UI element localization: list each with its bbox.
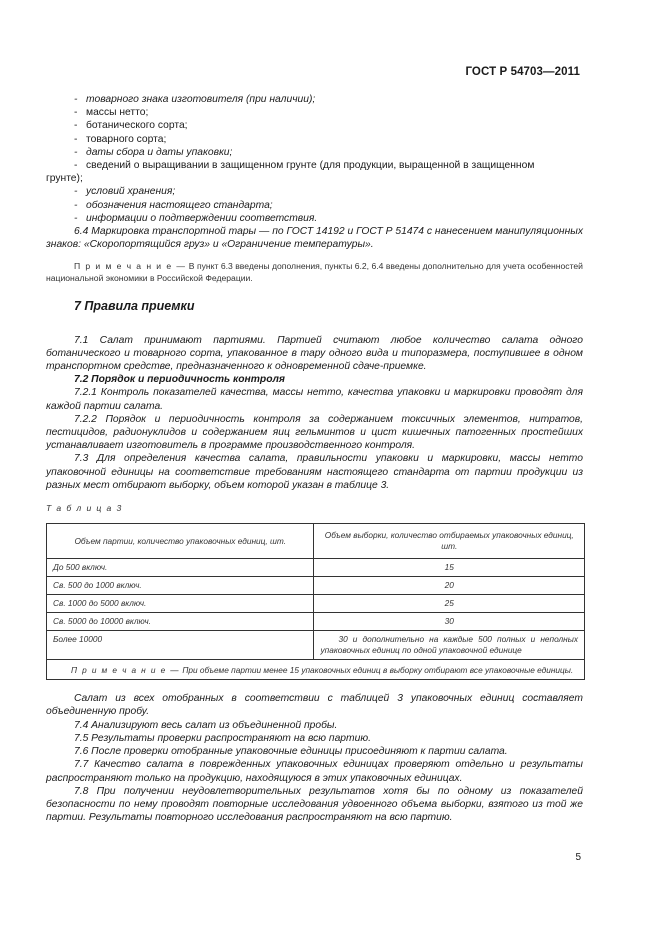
- document-code: ГОСТ Р 54703—2011: [465, 66, 580, 78]
- table-cell: Св. 500 до 1000 включ.: [47, 577, 314, 595]
- paragraph-7-6: 7.6 После проверки отобранные упаковочные единицы присоединяют к партии салата.: [74, 746, 508, 758]
- table-row: [47, 559, 585, 577]
- dash-marker: -: [74, 160, 78, 172]
- paragraph-7-2-2: 7.2.2 Порядок и периодичность контроля за содержанием токсичных элементов, нитратов, пестицидов, радионуклидов и содержанием яиц гельминтов и цист кишечных патогенных простейших устанавливает изготовитель в программе производственного контроля.: [46, 413, 583, 452]
- table-cell: Более 10000: [47, 631, 314, 660]
- table-caption: Т а б л и ц а 3: [46, 503, 123, 514]
- list-item-text: информации о подтверждении соответствия.: [86, 212, 318, 224]
- dash-marker: -: [74, 186, 78, 198]
- list-item: [46, 212, 583, 225]
- page-content: [46, 93, 583, 824]
- dash-marker: -: [74, 146, 78, 158]
- section-title: 7 Правила приемки: [74, 299, 195, 314]
- paragraph-7-4: 7.4 Анализируют весь салат из объединенной пробы.: [74, 719, 338, 731]
- table-header-cell: Объем выборки, количество отбираемых упаковочных единиц, шт.: [314, 524, 585, 559]
- list-item: [46, 199, 583, 212]
- paragraph-7-5: 7.5 Результаты проверки распространяют на всю партию.: [74, 732, 371, 744]
- list-item-text: условий хранения;: [86, 186, 176, 198]
- table-row: [47, 577, 585, 595]
- dash-marker: -: [74, 212, 78, 224]
- table-cell: 25: [314, 595, 585, 613]
- subsection-title: 7.2 Порядок и периодичность контроля: [74, 374, 285, 386]
- table-cell: 20: [314, 577, 585, 595]
- list-item-greenhouse: [46, 159, 583, 172]
- table-row: [47, 595, 585, 613]
- list-item: [46, 106, 583, 119]
- table-cell: 15: [314, 559, 585, 577]
- list-item-text: даты сбора и даты упаковки;: [86, 146, 233, 158]
- list-item-text: товарного знака изготовителя (при наличии);: [86, 94, 316, 105]
- page-number: 5: [575, 852, 581, 863]
- list-item: [46, 93, 583, 106]
- paragraph-7-3: 7.3 Для определения качества салата, правильности упаковки и маркировки, массы нетто упаковочной единицы на соответствие требованиям настоящего стандарта от партии продукции из разных мест отбирают выборку, объем которой указан в таблице 3.: [46, 453, 583, 491]
- table-row: [47, 613, 585, 631]
- list-item-text: обозначения настоящего стандарта;: [86, 199, 273, 211]
- table-note-label: П р и м е ч а н и е —: [71, 665, 180, 676]
- table-header-cell: Объем партии, количество упаковочных единиц, шт.: [47, 524, 314, 559]
- dash-marker: -: [74, 94, 78, 105]
- paragraph-7-1: 7.1 Салат принимают партиями. Партией считают любое количество салата одного ботанического и товарного сорта, упакованное в тару одного вида и типоразмера, поступившее в одном транспортном средстве, предназначенного к одновременной сдаче-приемке.: [46, 334, 583, 373]
- list-item-text: ботанического сорта;: [86, 120, 188, 132]
- table-cell: 30: [314, 613, 585, 631]
- list-item-text: сведений о выращивании в защищенном грунте (для продукции, выращенной в защищенном: [86, 160, 535, 172]
- note-label: П р и м е ч а н и е —: [74, 261, 187, 272]
- list-item: [46, 185, 583, 198]
- paragraph-combined-sample: Салат из всех отобранных в соответствии с таблицей 3 упаковочных единиц составляет объединенную пробу.: [46, 693, 583, 718]
- table-note-row: [47, 660, 585, 680]
- table-cell: До 500 включ.: [47, 559, 314, 577]
- paragraph-7-7: 7.7 Качество салата в поврежденных упаковочных единицах проверяют отдельно и результаты распространяют только на продукцию, находящуюся в этих упаковочных единицах.: [46, 759, 583, 784]
- note-text: В пункт 6.3 введены дополнения, пункты 6.2, 6.4 введены дополнительно для учета особенностей национальной экономики в Российской Федерации.: [46, 261, 583, 284]
- table-header-row: [47, 524, 585, 559]
- note-paragraph: [46, 260, 583, 284]
- table-cell: Св. 1000 до 5000 включ.: [47, 595, 314, 613]
- list-item-greenhouse-continuation: грунте);: [46, 173, 83, 185]
- paragraph-7-8: 7.8 При получении неудовлетворительных результатов хотя бы по одному из показателей безопасности по нему проводят повторные исследования удвоенного объема выборки, взятого из той же партии. Результаты повторного исследования распространяют на всю партию.: [46, 785, 583, 824]
- dash-marker: -: [74, 120, 78, 132]
- list-item: [46, 133, 583, 146]
- table-cell: Св. 5000 до 10000 включ.: [47, 613, 314, 631]
- list-item-text: массы нетто;: [86, 107, 149, 119]
- table-3: [46, 523, 585, 680]
- table-note: [47, 660, 585, 680]
- paragraph-6-4: 6.4 Маркировка транспортной тары — по ГОСТ 14192 и ГОСТ Р 51474 с нанесением манипуляционных знаков: «Скоропортящийся груз» и «Ограничение температуры».: [46, 226, 583, 251]
- table-cell: 30 и дополнительно на каждые 500 полных и неполных упаковочных единиц по одной упаковочной единице: [314, 631, 585, 660]
- list-item-text: товарного сорта;: [86, 133, 167, 145]
- paragraph-7-2-1: 7.2.1 Контроль показателей качества, массы нетто, качества упаковки и маркировки проводят для каждой партии салата.: [46, 387, 583, 412]
- list-item: [46, 146, 583, 159]
- table-row: [47, 631, 585, 660]
- list-item: [46, 119, 583, 132]
- dash-marker: -: [74, 199, 78, 211]
- dash-marker: -: [74, 133, 78, 145]
- dash-marker: -: [74, 107, 78, 119]
- table-note-text: При объеме партии менее 15 упаковочных единиц в выборку отбирают все упаковочные единицы.: [182, 665, 574, 676]
